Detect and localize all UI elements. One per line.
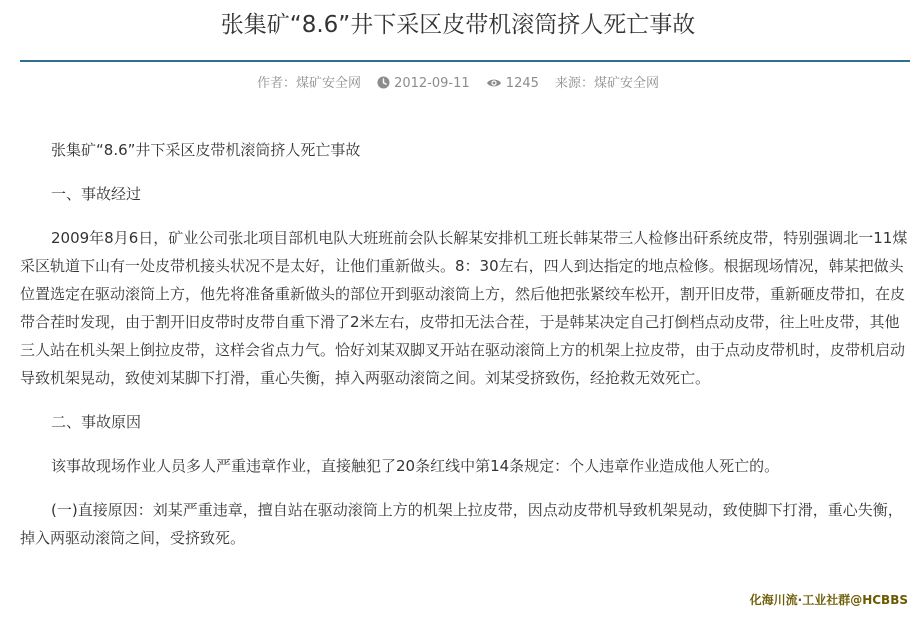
section-heading-process: 一、事故经过 — [51, 185, 142, 203]
title-divider — [20, 60, 910, 62]
publish-date: 2012-09-11 — [394, 76, 470, 91]
watermark-text: 化海川流·工业社群@HCBBS — [749, 593, 908, 607]
author-label: 作者：煤矿安全网 — [256, 76, 361, 91]
source-label: 来源：煤矿安全网 — [555, 76, 660, 91]
article-title: 张集矿“8.6”井下采区皮带机滚筒挤人死亡事故 — [220, 12, 696, 38]
body-paragraph-heading: 张集矿“8.6”井下采区皮带机滚筒挤人死亡事故 — [51, 141, 361, 159]
section-heading-cause: 二、事故原因 — [51, 413, 142, 431]
article-meta — [0, 74, 916, 95]
clock-icon — [377, 76, 390, 89]
article-body — [20, 136, 914, 568]
eye-icon — [486, 77, 502, 89]
date-item — [377, 74, 470, 94]
body-paragraph-cause-summary: 该事故现场作业人员多人严重违章作业，直接触犯了20条红线中第14条规定：个人违章作业造成他人死亡的。 — [51, 457, 780, 475]
body-paragraph-process: 2009年8月6日，矿业公司张北项目部机电队大班班前会队长解某安排机工班长韩某带三人检修出矸系统皮带，特别强调北一11煤采区轨道下山有一处皮带机接头状况不是太好，让他们重新做头。8：30左右，四人到达指定的地点检修。根据现场情况，韩某把做头位置选定在驱动滚筒上方，他先将准备重新做头的部位开到驱动滚筒上方，然后他把张紧绞车松开，割开旧皮带，重新砸皮带扣，在皮带合茬时发现，由于割开旧皮带时皮带自重下滑了2米左右，皮带扣无法合茬，于是韩某决定自己打倒档点动皮带，往上吐皮带，其他三人站在机头架上倒拉皮带，这样会省点力气。恰好刘某双脚叉开站在驱动滚筒上方的机架上拉皮带，由于点动皮带机时，皮带机启动导致机架晃动，致使刘某脚下打滑，重心失衡，掉入两驱动滚筒之间。刘某受挤致伤，经抢救无效死亡。 — [20, 229, 908, 387]
body-paragraph-direct-cause: (一)直接原因：刘某严重违章，擅自站在驱动滚筒上方的机架上拉皮带，因点动皮带机导致机架晃动，致使脚下打滑，重心失衡，掉入两驱动滚筒之间，受挤致死。 — [20, 501, 903, 547]
view-count: 1245 — [505, 76, 539, 91]
views-item — [486, 74, 539, 94]
